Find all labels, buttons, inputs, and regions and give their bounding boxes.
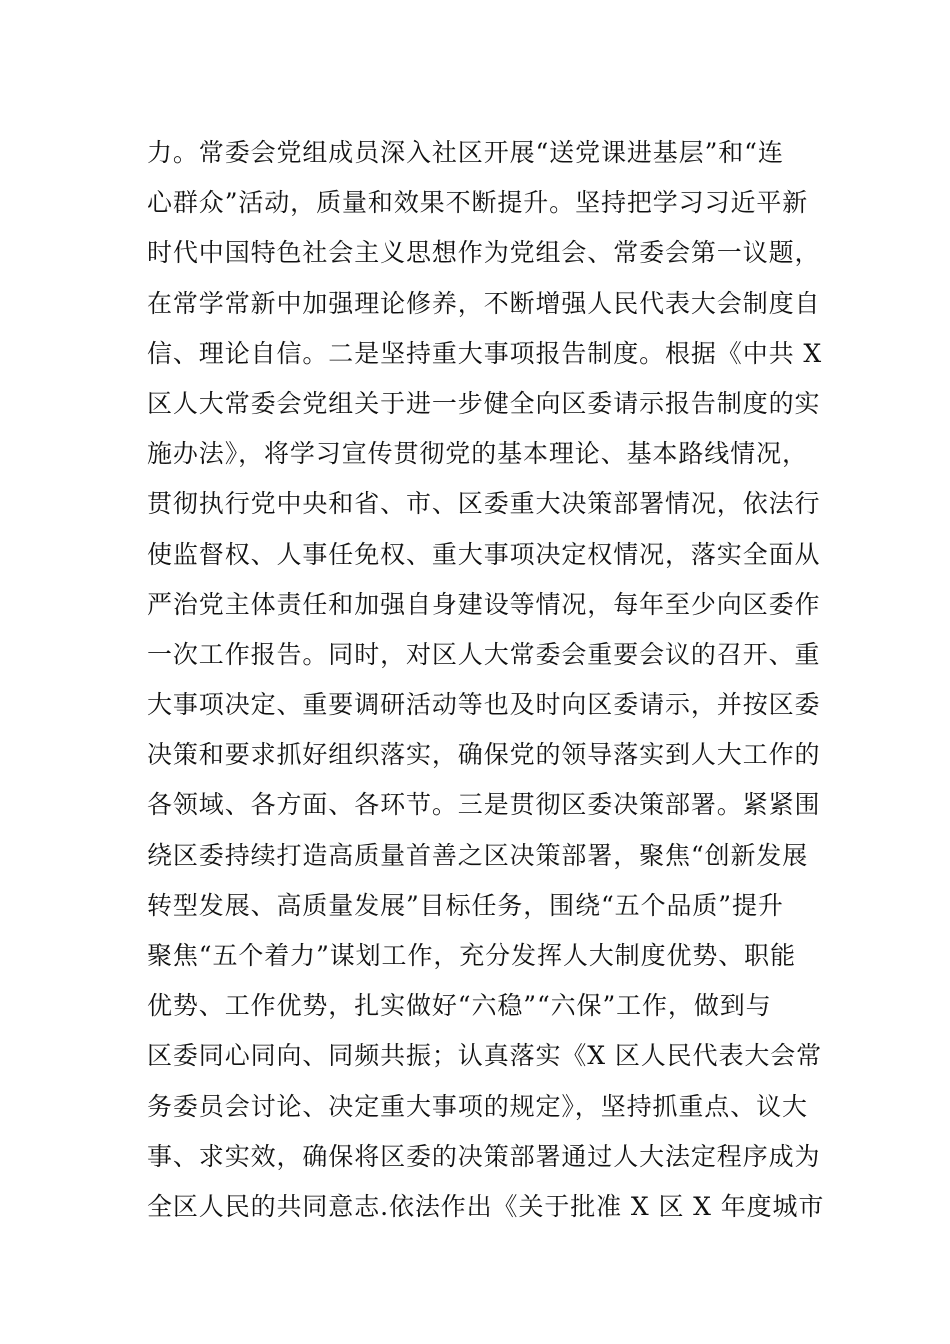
text-line: 聚焦“五个着力”谋划工作，充分发挥人大制度优势、职能 [147,941,796,970]
text-line: 时代中国特色社会主义思想作为党组会、常委会第一议题， [147,238,821,268]
text-line: 区人大常委会党组关于进一步健全向区委请示报告制度的实 [147,388,821,418]
text-line: 在常学常新中加强理论修养，不断增强人民代表大会制度自 [147,288,821,318]
text-line: 严治党主体责任和加强自身建设等情况，每年至少向区委作 [147,589,821,619]
text-line: 转型发展、高质量发展”目标任务，围绕“五个品质”提升 [147,890,784,920]
text-line: 大事项决定、重要调研活动等也及时向区委请示，并按区委 [147,690,821,720]
text-line: 力。常委会党组成员深入社区开展“送党课进基层”和“连 [147,138,784,167]
text-line: 区委同心同向、同频共振；认真落实《X 区人民代表大会常 [147,1041,823,1071]
text-line: 事、求实效，确保将区委的决策部署通过人大法定程序成为 [147,1141,821,1171]
text-line: 心群众”活动，质量和效果不断提升。坚持把学习习近平新 [147,188,809,218]
text-line: 信、理论自信。二是坚持重大事项报告制度。根据《中共 X [147,338,823,368]
text-line: 决策和要求抓好组织落实，确保党的领导落实到人大工作的 [147,740,821,770]
text-line: 全区人民的共同意志.依法作出《关于批准 X 区 X 年度城市 [147,1191,825,1221]
text-line: 绕区委持续打造高质量首善之区决策部署，聚焦“创新发展 [147,840,809,870]
text-line: 务委员会讨论、决定重大事项的规定》，坚持抓重点、议大 [147,1091,808,1121]
text-line: 贯彻执行党中央和省、市、区委重大决策部署情况，依法行 [147,489,821,519]
text-line: 施办法》，将学习宣传贯彻党的基本理论、基本路线情况， [147,439,808,469]
text-line: 优势、工作优势，扎实做好“六稳”“六保”工作，做到与 [147,991,772,1021]
text-line: 一次工作报告。同时，对区人大常委会重要会议的召开、重 [147,639,821,669]
text-line: 各领域、各方面、各环节。三是贯彻区委决策部署。紧紧围 [147,790,821,820]
text-line: 使监督权、人事任免权、重大事项决定权情况，落实全面从 [147,539,821,569]
body-text [147,128,825,1232]
